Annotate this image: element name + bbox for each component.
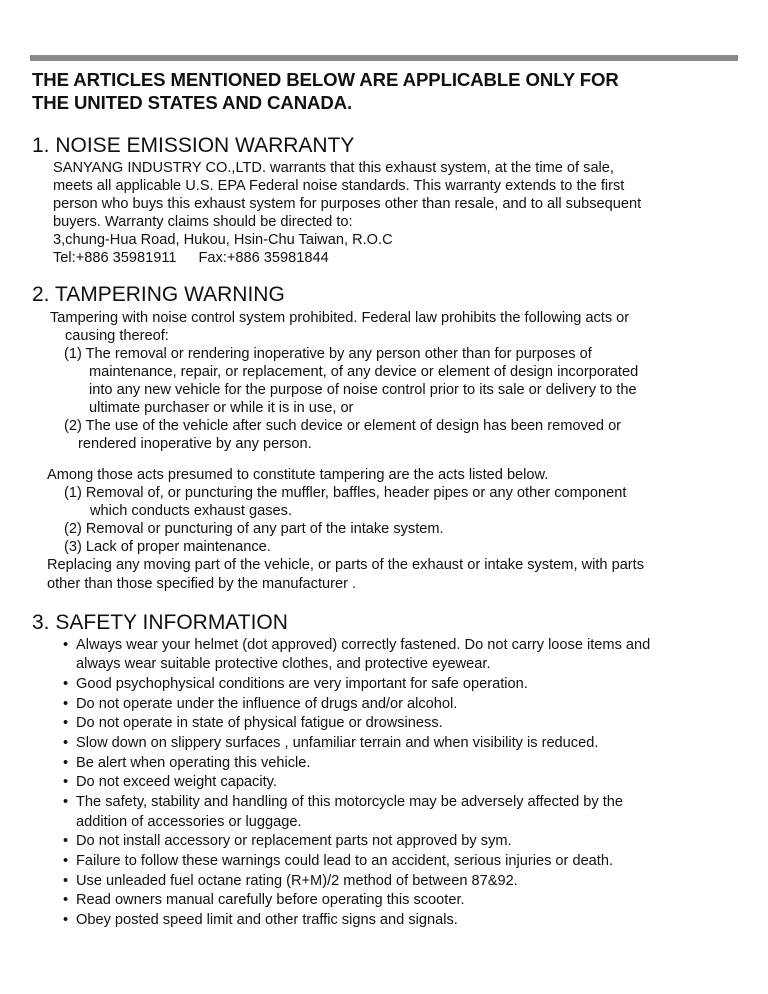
address-line: 3,chung-Hua Road, Hukou, Hsin-Chu Taiwan, R.O.C	[53, 232, 393, 248]
list-item-text: Do not operate in state of physical fatigue or drowsiness.	[76, 715, 443, 731]
list-item	[63, 734, 598, 753]
list-item-continuation: maintenance, repair, or replacement, of any device or element of design incorporated	[89, 364, 639, 380]
list-item: (1) The removal or rendering inoperative by any person other than for purposes of	[64, 346, 592, 362]
bullet-icon: •	[63, 892, 69, 908]
paragraph-line: meets all applicable U.S. EPA Federal noise standards. This warranty extends to the first	[53, 178, 625, 194]
list-item: (2) The use of the vehicle after such device or element of design has been removed or	[64, 418, 622, 434]
bullet-icon: •	[63, 853, 69, 869]
list-item-continuation: addition of accessories or luggage.	[76, 814, 302, 830]
list-item-text: Do not exceed weight capacity.	[76, 774, 277, 790]
section-heading-tampering-warning: 2. TAMPERING WARNING	[32, 283, 285, 306]
contact-line	[53, 249, 329, 268]
list-item-text: Be alert when operating this vehicle.	[76, 755, 311, 771]
list-item	[63, 636, 650, 655]
list-item	[63, 832, 512, 851]
list-item-text: Slow down on slippery surfaces , unfamiliar terrain and when visibility is reduced.	[76, 735, 599, 751]
top-divider	[30, 55, 738, 61]
list-item	[63, 754, 310, 773]
title-line: THE UNITED STATES AND CANADA.	[32, 92, 353, 113]
list-item	[63, 911, 458, 930]
bullet-icon: •	[63, 735, 69, 751]
title-line: THE ARTICLES MENTIONED BELOW ARE APPLICABLE ONLY FOR	[32, 69, 619, 90]
section-heading-safety-information: 3. SAFETY INFORMATION	[32, 611, 288, 634]
list-item: (3) Lack of proper maintenance.	[64, 539, 271, 555]
list-item-text: The safety, stability and handling of this motorcycle may be adversely affected by the	[76, 794, 624, 810]
list-item-text: Do not operate under the influence of drugs and/or alcohol.	[76, 696, 458, 712]
bullet-icon: •	[63, 774, 69, 790]
bullet-icon: •	[63, 873, 69, 889]
list-item-text: Read owners manual carefully before operating this scooter.	[76, 892, 465, 908]
list-item	[63, 891, 465, 910]
list-item-text: Good psychophysical conditions are very important for safe operation.	[76, 676, 528, 692]
list-item-text: Obey posted speed limit and other traffic signs and signals.	[76, 912, 458, 928]
list-item: (1) Removal of, or puncturing the muffler, baffles, header pipes or any other component	[64, 485, 627, 501]
telephone-number: Tel:+886 35981911	[53, 250, 177, 266]
paragraph-line: buyers. Warranty claims should be directed to:	[53, 214, 353, 230]
paragraph-line: person who buys this exhaust system for purposes other than resale, and to all subsequent	[53, 196, 642, 212]
bullet-icon: •	[63, 715, 69, 731]
bullet-icon: •	[63, 696, 69, 712]
paragraph-line: Tampering with noise control system prohibited. Federal law prohibits the following acts or	[50, 310, 630, 326]
fax-number: Fax:+886 35981844	[198, 250, 329, 266]
list-item-text: Always wear your helmet (dot approved) correctly fastened. Do not carry loose items and	[76, 637, 651, 653]
list-item-continuation: ultimate purchaser or while it is in use, or	[89, 400, 354, 416]
list-item-continuation: which conducts exhaust gases.	[90, 503, 292, 519]
list-item	[63, 675, 528, 694]
list-item	[63, 872, 518, 891]
paragraph-line: Replacing any moving part of the vehicle, or parts of the exhaust or intake system, with parts	[47, 557, 645, 573]
list-item-text: Use unleaded fuel octane rating (R+M)/2 method of between 87&92.	[76, 873, 518, 889]
list-item-continuation: into any new vehicle for the purpose of noise control prior to its sale or delivery to the	[89, 382, 637, 398]
paragraph-line: Among those acts presumed to constitute tampering are the acts listed below.	[47, 467, 549, 483]
paragraph-line: causing thereof:	[65, 328, 169, 344]
list-item-text: Do not install accessory or replacement parts not approved by sym.	[76, 833, 512, 849]
bullet-icon: •	[63, 676, 69, 692]
bullet-icon: •	[63, 833, 69, 849]
list-item-continuation: rendered inoperative by any person.	[78, 436, 312, 452]
page-title	[32, 68, 742, 114]
list-item	[63, 852, 613, 871]
list-item-continuation: always wear suitable protective clothes, and protective eyewear.	[76, 656, 491, 672]
list-item	[63, 773, 277, 792]
paragraph-line: SANYANG INDUSTRY CO.,LTD. warrants that this exhaust system, at the time of sale,	[53, 160, 614, 176]
list-item	[63, 793, 623, 812]
list-item	[63, 714, 443, 733]
bullet-icon: •	[63, 912, 69, 928]
paragraph-line: other than those specified by the manufacturer .	[47, 576, 357, 592]
bullet-icon: •	[63, 794, 69, 810]
bullet-icon: •	[63, 755, 69, 771]
bullet-icon: •	[63, 637, 69, 653]
list-item: (2) Removal or puncturing of any part of the intake system.	[64, 521, 444, 537]
list-item-text: Failure to follow these warnings could lead to an accident, serious injuries or death.	[76, 853, 614, 869]
list-item	[63, 695, 457, 714]
section-heading-noise-warranty: 1. NOISE EMISSION WARRANTY	[32, 134, 355, 157]
